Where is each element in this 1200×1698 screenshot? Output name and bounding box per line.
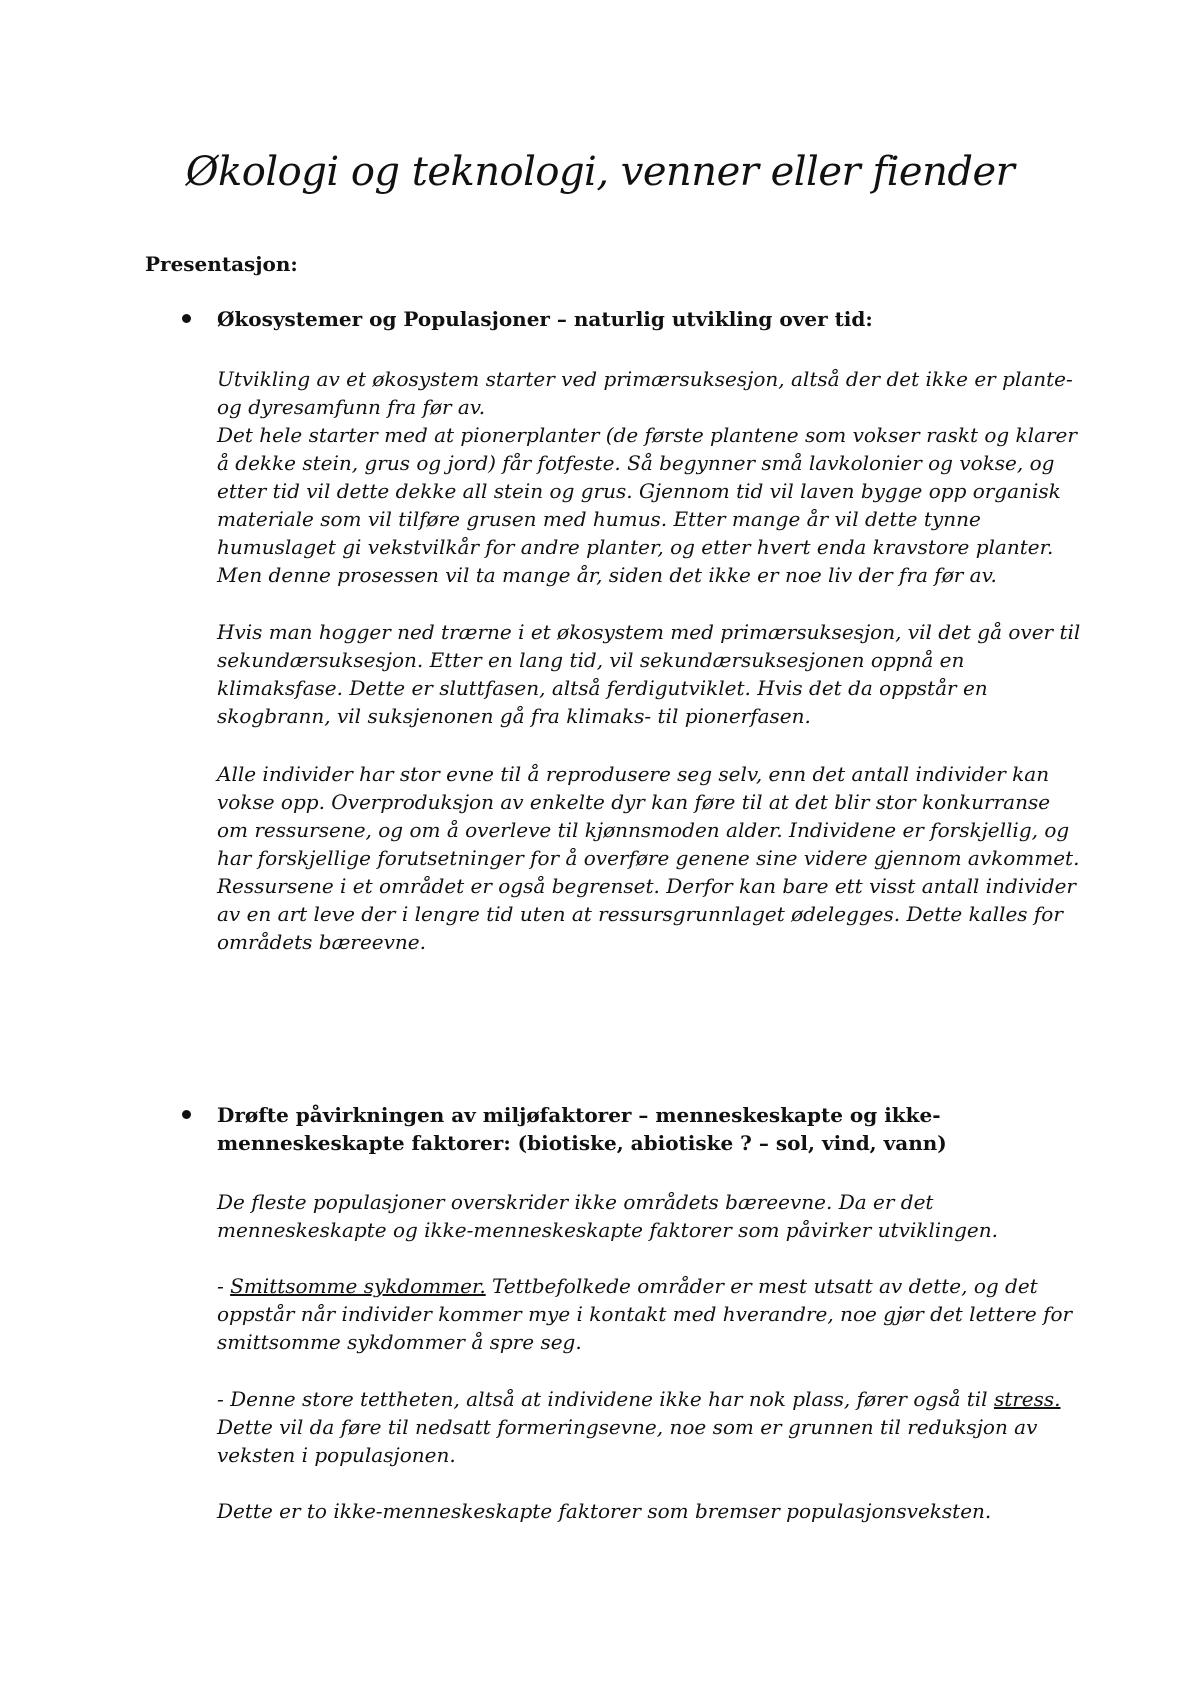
paragraph-line: [217, 1385, 1077, 1413]
paragraph-line: Alle individer har stor evne til å reprodusere seg selv, enn det antall individer kan: [217, 762, 1050, 786]
paragraph-line: sekundærsuksesjon. Etter en lang tid, vil sekundærsuksesjonen oppnå en: [217, 648, 965, 672]
paragraph-line: [217, 1272, 1077, 1300]
paragraph-line: Det hele starter med at pionerplanter (de første plantene som vokser raskt og klarer: [217, 423, 1077, 447]
paragraph-line: Hvis man hogger ned trærne i et økosystem med primærsuksesjon, vil det gå over til: [217, 620, 1081, 644]
paragraph-line: skogbrann, vil suksjenonen gå fra klimaks- til pionerfasen.: [217, 704, 811, 728]
paragraph: [217, 618, 1081, 730]
paragraph-line: om ressursene, og om å overleve til kjønnsmoden alder. Individene er forskjellig, og: [217, 818, 1070, 842]
line-rest: Tettbefolkede områder er mest utsatt av dette, og det: [485, 1274, 1038, 1298]
paragraph: [217, 1188, 1077, 1244]
paragraph-line: Ressursene i et området er også begrenset. Derfor kan bare ett visst antall individer: [217, 874, 1076, 898]
paragraph: [217, 760, 1080, 956]
section-heading-line: Drøfte påvirkningen av miljøfaktorer – menneskeskapte og ikke-: [217, 1103, 941, 1127]
paragraph-line: å dekke stein, grus og jord) får fotfeste. Så begynner små lavkolonier og vokse, og: [217, 451, 1055, 475]
paragraph-line: områdets bæreevne.: [217, 930, 426, 954]
paragraph-line: av en art leve der i lengre tid uten at ressursgrunnlaget ødelegges. Dette kalles for: [217, 902, 1063, 926]
paragraph-line: De fleste populasjoner overskrider ikke områdets bæreevne. Da er det: [217, 1190, 934, 1214]
paragraph: [217, 365, 1077, 589]
section-heading-line: menneskeskapte faktorer: (biotiske, abiotiske ? – sol, vind, vann): [217, 1131, 947, 1155]
paragraph: [217, 1385, 1077, 1469]
section-heading-line: Økosystemer og Populasjoner – naturlig utvikling over tid:: [217, 307, 873, 331]
section-heading: [217, 305, 1077, 333]
document-title: Økologi og teknologi, venner eller fiender: [185, 149, 1015, 195]
underlined-term: stress.: [993, 1387, 1061, 1411]
paragraph-line: og dyresamfunn fra før av.: [217, 395, 486, 419]
bullet-dot: [182, 1110, 191, 1119]
paragraph-line: menneskeskapte og ikke-menneskeskapte faktorer som påvirker utviklingen.: [217, 1218, 998, 1242]
paragraph-line: smittsomme sykdommer å spre seg.: [217, 1330, 582, 1354]
line-prefix: -: [217, 1274, 231, 1298]
paragraph-line: Utvikling av et økosystem starter ved primærsuksesjon, altså der det ikke er plante-: [217, 367, 1073, 391]
paragraph-line: humuslaget gi vekstvilkår for andre planter, og etter hvert enda kravstore planter.: [217, 535, 1054, 559]
paragraph-line: etter tid vil dette dekke all stein og grus. Gjennom tid vil laven bygge opp organisk: [217, 479, 1061, 503]
paragraph: [217, 1272, 1077, 1356]
paragraph-line: vokse opp. Overproduksjon av enkelte dyr kan føre til at det blir stor konkurranse: [217, 790, 1051, 814]
paragraph-line: oppstår når individer kommer mye i kontakt med hverandre, noe gjør det lettere for: [217, 1302, 1073, 1326]
paragraph-line: materiale som vil tilføre grusen med humus. Etter mange år vil dette tynne: [217, 507, 981, 531]
paragraph-line: Dette er to ikke-menneskeskapte faktorer som bremser populasjonsveksten.: [217, 1499, 992, 1523]
paragraph-line: veksten i populasjonen.: [217, 1443, 456, 1467]
paragraph-line: har forskjellige forutsetninger for å overføre genene sine videre gjennom avkommet.: [217, 846, 1080, 870]
bullet-dot: [182, 314, 191, 323]
section-label: Presentasjon:: [145, 252, 298, 276]
line-prefix: - Denne store tettheten, altså at individene ikke har nok plass, fører også til: [217, 1387, 994, 1411]
section-heading: [217, 1101, 1077, 1157]
paragraph: [217, 1497, 1077, 1525]
underlined-term: Smittsomme sykdommer.: [230, 1274, 486, 1298]
paragraph-line: Men denne prosessen vil ta mange år, siden det ikke er noe liv der fra før av.: [217, 563, 997, 587]
paragraph-line: klimaksfase. Dette er sluttfasen, altså ferdigutviklet. Hvis det da oppstår en: [217, 676, 988, 700]
paragraph-line: Dette vil da føre til nedsatt formeringsevne, noe som er grunnen til reduksjon av: [217, 1415, 1038, 1439]
